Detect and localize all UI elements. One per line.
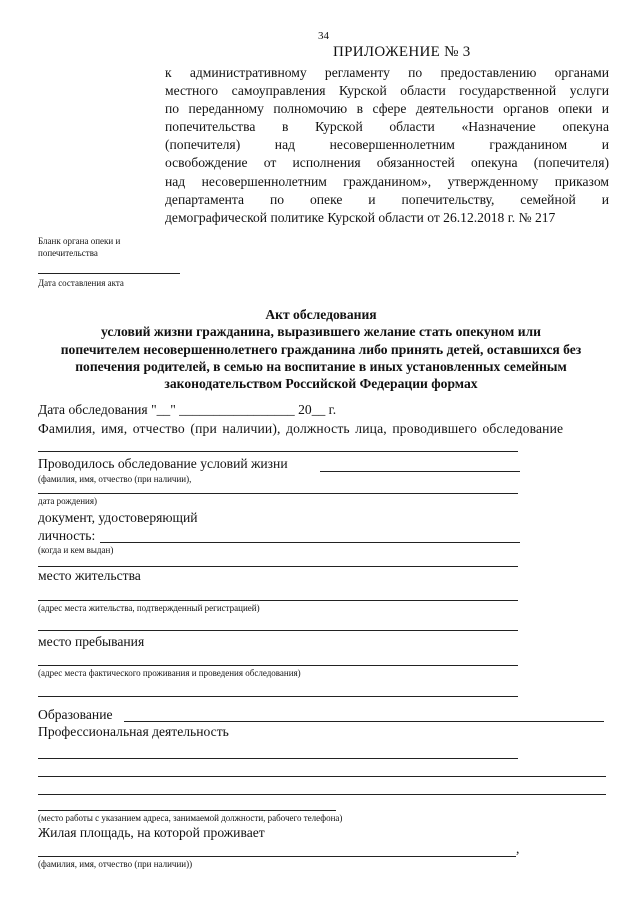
living-space-hint: (фамилия, имя, отчество (при наличии)) [38,859,193,869]
appendix-line: департамента по опеке и попечительству, семейной и [165,191,609,207]
education-line[interactable] [124,721,604,722]
appendix-title: ПРИЛОЖЕНИЕ № 3 [333,44,471,60]
birth-line[interactable] [38,493,518,494]
id-doc-hint: (когда и кем выдан) [38,545,114,555]
act-title-line: попечителем несовершеннолетнего гражданина либо принять детей, оставшихся без [60,341,582,357]
blank-label-line1: Бланк органа опеки и [38,236,121,246]
act-title-line: условий жизни гражданина, выразившего желание стать опекуном или [101,324,541,340]
appendix-line: местного самоуправления Курской области государственной услуги [165,83,609,99]
inspector-label: Фамилия, имя, отчество (при наличии), должность лица, проводившего обследование [38,421,564,436]
living-space-comma: , [516,841,520,856]
act-title-line: законодательством Российской Федерации формах [164,376,478,392]
residence-label: место жительства [38,568,141,583]
work-hint: (место работы с указанием адреса, занимаемой должности, рабочего телефона) [38,813,343,823]
living-space-label: Жилая площадь, на которой проживает [38,825,265,840]
inspector-line[interactable] [38,451,518,452]
conducted-line[interactable] [320,471,520,472]
profession-line-4[interactable] [38,810,336,811]
appendix-line: (попечителя) над несовершеннолетним гражданином и [165,137,609,153]
education-label: Образование [38,707,113,722]
date-composed-label: Дата составления акта [38,278,124,288]
id-doc-line-2[interactable] [38,566,518,567]
appendix-line: над несовершеннолетним гражданином», утвержденному приказом [165,173,609,189]
stay-line-2[interactable] [38,696,518,697]
id-doc-label: документ, удостоверяющий [38,510,198,525]
blank-label-line2: попечительства [38,248,98,258]
appendix-line: попечительства в Курской области «Назначение опекуна [165,119,609,135]
id-doc-line[interactable] [100,542,520,543]
profession-line-2[interactable] [38,776,606,777]
living-space-line[interactable] [38,856,516,857]
act-title-line: попечения родителей, в семью на воспитание в иных установленных семейным [75,358,567,374]
id-doc-label-2: личность: [38,528,96,543]
conducted-hint: (фамилия, имя, отчество (при наличии), [38,474,192,484]
stay-hint: (адрес места фактического проживания и проведения обследования) [38,668,301,678]
page-number: 34 [318,30,329,42]
appendix-line: освобождение от исполнения обязанностей опекуна (попечителя) [165,155,609,171]
appendix-reference [165,64,609,227]
residence-line-2[interactable] [38,630,518,631]
conducted-label: Проводилось обследование условий жизни [38,456,288,471]
date-line [38,273,180,274]
residence-line[interactable] [38,600,518,601]
profession-line-1[interactable] [38,758,518,759]
profession-line-3[interactable] [38,794,606,795]
act-title [30,306,612,392]
profession-label: Профессиональная деятельность [38,724,229,739]
survey-date: Дата обследования "__" _________________ 20__ г. [38,402,337,417]
appendix-line: к административному регламенту по предоставлению органами [165,65,609,80]
stay-line[interactable] [38,665,518,666]
stay-label: место пребывания [38,634,145,649]
appendix-line: демографической политике Курской области от 26.12.2018 г. № 217 [165,209,556,225]
act-title-line: Акт обследования [265,307,377,322]
residence-hint: (адрес места жительства, подтвержденный регистрацией) [38,603,260,613]
appendix-line: по переданному полномочию в сфере деятельности органов опеки и [165,101,609,117]
birth-hint: дата рождения) [38,496,97,506]
